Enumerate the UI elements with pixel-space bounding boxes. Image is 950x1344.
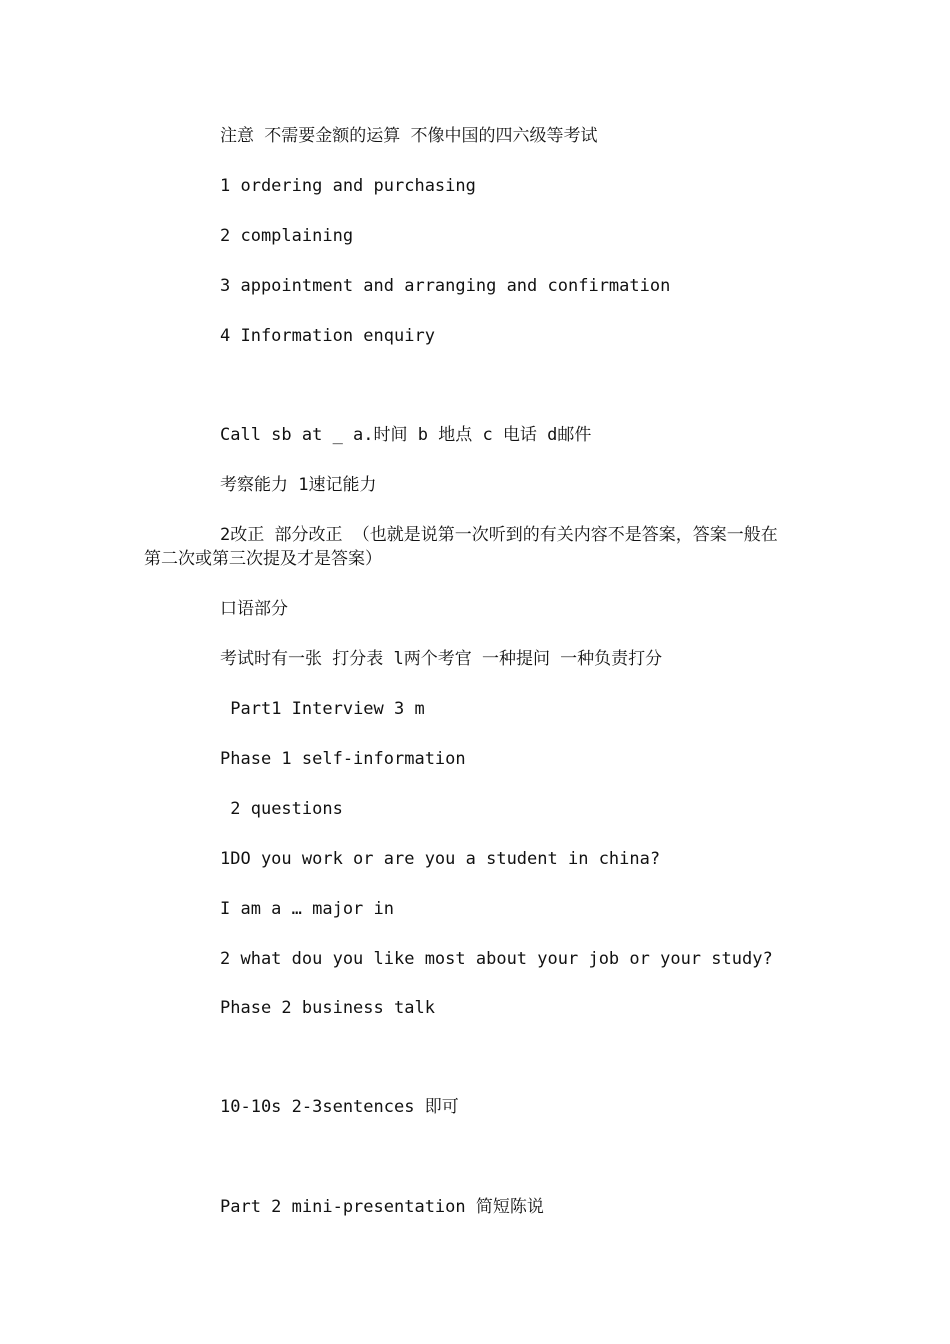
answer-one: I am a … major in — [220, 899, 394, 919]
list-item-appointment: 3 appointment and arranging and confirmation — [220, 276, 671, 296]
question-two: 2 what dou you like most about your job or your study? — [220, 949, 773, 969]
questions-line: 2 questions — [220, 799, 343, 819]
sentences-line: 10-10s 2-3sentences 即可 — [220, 1097, 459, 1117]
speaking-heading: 口语部分 — [220, 599, 288, 619]
list-item-complaining: 2 complaining — [220, 226, 354, 246]
part1-heading: Part1 Interview 3 m — [220, 699, 425, 719]
phase1-line: Phase 1 self-information — [220, 749, 466, 769]
part2-heading: Part 2 mini-presentation 简短陈说 — [220, 1197, 544, 1217]
question-one: 1DO you work or are you a student in china? — [220, 849, 661, 869]
ability-line: 考察能力 1速记能力 — [220, 475, 377, 495]
correction-paragraph: 2改正 部分改正 （也就是说第一次听到的有关内容不是答案，答案一般在第二次或第三次提及才是答案） — [144, 525, 778, 569]
list-item-enquiry: 4 Information enquiry — [220, 326, 435, 346]
phase2-line: Phase 2 business talk — [220, 998, 435, 1018]
scoring-line: 考试时有一张 打分表 l两个考官 一种提问 一种负责打分 — [220, 649, 663, 669]
call-line: Call sb at _ a.时间 b 地点 c 电话 d邮件 — [220, 425, 592, 445]
note-line: 注意 不需要金额的运算 不像中国的四六级等考试 — [220, 126, 598, 146]
list-item-ordering: 1 ordering and purchasing — [220, 176, 476, 196]
